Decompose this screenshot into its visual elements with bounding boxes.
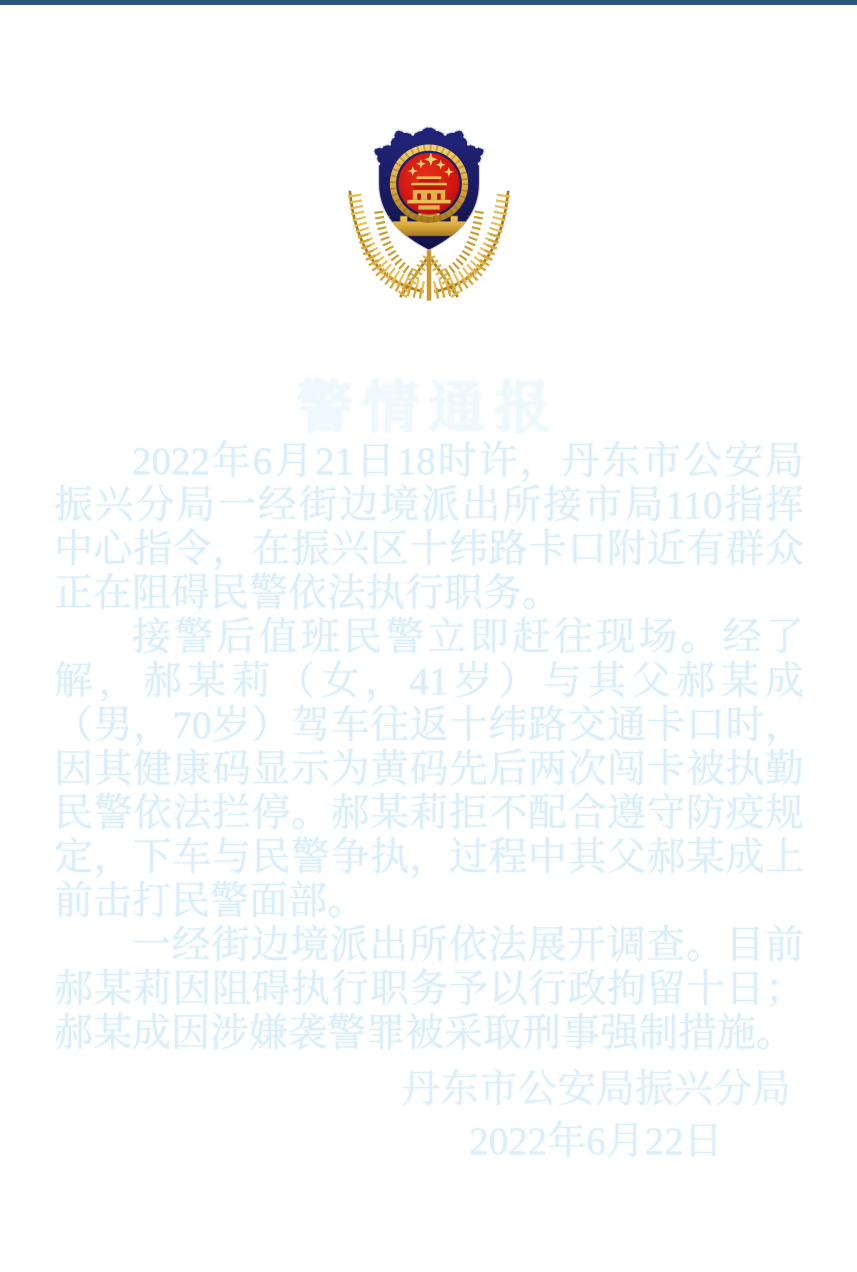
notice-body (54, 440, 804, 1056)
police-badge-emblem (330, 104, 528, 310)
signature-date: 2022年6月22日 (469, 1120, 723, 1163)
notice-paragraph-1: 2022年6月21日18时许，丹东市公安局振兴分局一经街边境派出所接市局110指挥中心指令，在振兴区十纬路卡口附近有群众正在阻碍民警依法执行职务。 (54, 440, 804, 615)
notice-paragraph-3: 一经街边境派出所依法展开调查。目前郝某莉因阻碍执行职务予以行政拘留十日；郝某成因涉嫌袭警罪被采取刑事强制措施。 (54, 924, 804, 1055)
notice-paragraph-2: 接警后值班民警立即赶往现场。经了解，郝某莉（女，41岁）与其父郝某成（男，70岁）驾车往返十纬路交通卡口时，因其健康码显示为黄码先后两次闯卡被执勤民警依法拦停。郝某莉拒不配合遵守防疫规定，下车与民警争执，过程中其父郝某成上前击打民警面部。 (54, 616, 804, 923)
notice-title: 警情通报 (296, 377, 561, 440)
signature-block (401, 1064, 791, 1168)
top-shadow-band (0, 0, 857, 5)
signature-organization: 丹东市公安局振兴分局 (400, 1068, 791, 1111)
